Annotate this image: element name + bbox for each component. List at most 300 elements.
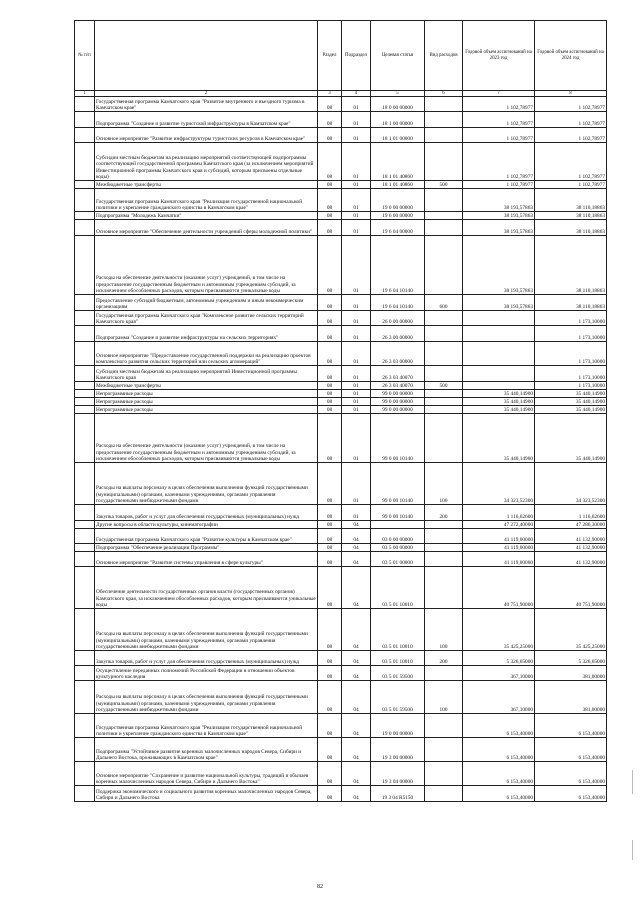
table-cell: 38 193,57863 <box>463 189 535 212</box>
table-cell <box>425 342 463 366</box>
table-cell <box>425 97 463 112</box>
table-cell: 01 <box>342 382 371 390</box>
table-cell <box>75 529 95 544</box>
header-cell: Годовой объем ассигнований на 2023 год <box>463 21 535 91</box>
table-cell: 99 0 00 00000 <box>371 398 425 406</box>
table-cell: 41 132,90000 <box>535 552 607 567</box>
table-cell <box>371 521 425 529</box>
table-cell: 04 <box>342 762 371 786</box>
table-cell <box>425 406 463 414</box>
table-cell: 35 440,14900 <box>463 390 535 398</box>
table-cell <box>425 521 463 529</box>
table-row <box>75 212 607 220</box>
table-cell: 04 <box>342 714 371 738</box>
table-cell: 100 <box>425 609 463 651</box>
table-cell: 08 <box>318 651 342 666</box>
table-row <box>75 295 607 311</box>
table-cell <box>75 398 95 406</box>
table-cell: 18 1 01 40860 <box>371 181 425 189</box>
table-cell: 08 <box>318 390 342 398</box>
table-cell: Поддержка экономического и социального развития коренных малочисленных народов Севера, Сибири и Дальнего Востока <box>95 786 318 802</box>
table-cell: 04 <box>342 666 371 681</box>
table-cell: 40 751,90000 <box>463 567 535 609</box>
table-row <box>75 342 607 366</box>
table-cell: 1 102,78977 <box>463 112 535 128</box>
table-cell <box>75 366 95 382</box>
table-cell <box>75 97 95 112</box>
table-row <box>75 220 607 236</box>
table-cell: Основное мероприятие "Развитие системы управления в сфере культуры" <box>95 552 318 567</box>
table-cell: 600 <box>425 295 463 311</box>
table-cell: 08 <box>318 112 342 128</box>
table-row <box>75 738 607 762</box>
table-cell: Другие вопросы в области культуры, кинематографии <box>95 521 318 529</box>
table-cell <box>463 326 535 342</box>
table-cell: 08 <box>318 366 342 382</box>
table-cell: 08 <box>318 552 342 567</box>
table-cell: 19 6 04 00000 <box>371 220 425 236</box>
table-cell: 19 6 04 10140 <box>371 236 425 295</box>
table-cell <box>425 666 463 681</box>
table-cell: 19 3 04 R5150 <box>371 786 425 802</box>
table-cell: Субсидии местным бюджетам на реализацию мероприятий Инвестиционной программы Камчатского края <box>95 366 318 382</box>
table-cell: 08 <box>318 406 342 414</box>
table-cell <box>75 295 95 311</box>
table-row <box>75 414 607 463</box>
table-cell: 35 440,14900 <box>535 406 607 414</box>
table-row <box>75 463 607 505</box>
table-cell: Подпрограмма "Создание и развитие туристской инфраструктуры в Камчатском крае" <box>95 112 318 128</box>
table-cell: 08 <box>318 714 342 738</box>
table-cell: Предоставление субсидий бюджетным, автономным учреждениям и иным некоммерческим организациям <box>95 295 318 311</box>
table-row <box>75 143 607 181</box>
table-cell <box>425 189 463 212</box>
table-cell: 04 <box>342 529 371 544</box>
table-cell <box>75 311 95 326</box>
table-cell: 19 6 00 00000 <box>371 212 425 220</box>
column-number: 2 <box>95 91 318 97</box>
table-cell: 38 110,18863 <box>535 212 607 220</box>
table-cell: Расходы на обеспечение деятельности (оказание услуг) учреждений, в том числе на предоставление государственным бюджетным и автономным учреждениям субсидий, за исключением обособленных расходов, которым присваиваются уникальные коды <box>95 236 318 295</box>
table-row <box>75 326 607 342</box>
table-cell <box>425 366 463 382</box>
table-cell: 1 102,78977 <box>535 143 607 181</box>
table-cell: 26 3 03 00000 <box>371 342 425 366</box>
table-cell: 18 0 00 00000 <box>371 97 425 112</box>
table-cell: 1 102,78977 <box>463 181 535 189</box>
table-cell: 03 5 01 10010 <box>371 651 425 666</box>
table-cell: 08 <box>318 505 342 521</box>
table-cell <box>75 505 95 521</box>
table-cell: 04 <box>342 681 371 714</box>
table-cell: 08 <box>318 220 342 236</box>
table-cell: 08 <box>318 666 342 681</box>
column-number: 3 <box>318 91 342 97</box>
table-cell: 01 <box>342 398 371 406</box>
table-cell: 01 <box>342 128 371 143</box>
table-row <box>75 406 607 414</box>
table-cell: 03 5 00 00000 <box>371 544 425 552</box>
table-cell <box>75 143 95 181</box>
table-cell <box>75 326 95 342</box>
table-row <box>75 609 607 651</box>
scan-edge-mark <box>632 840 633 860</box>
table-cell: 40 751,90000 <box>535 567 607 609</box>
table-cell: Осуществление переданных полномочий Российской Федерации в отношении объектов культурного наследия <box>95 666 318 681</box>
table-cell: Непрограммные расходы <box>95 398 318 406</box>
header-cell: № п/п <box>75 21 95 91</box>
table-cell: 19 3 00 00000 <box>371 738 425 762</box>
table-cell: 367,10000 <box>463 666 535 681</box>
table-cell: Расходы на выплаты персоналу в целях обеспечения выполнения функций государственными (муниципальными) органами, казенными учреждениями, органами управления государственными внебюджетными фондами <box>95 681 318 714</box>
table-cell: 08 <box>318 529 342 544</box>
table-cell: 08 <box>318 342 342 366</box>
table-cell: 35 440,14900 <box>463 406 535 414</box>
table-cell: 1 173,10000 <box>535 311 607 326</box>
table-cell: 08 <box>318 97 342 112</box>
table-cell <box>75 738 95 762</box>
table-cell: 47 286,30000 <box>535 521 607 529</box>
table-cell: Расходы на выплаты персоналу в целях обеспечения выполнения функций государственными (муниципальными) органами, казенными учреждениями, органами управления государственными внебюджетными фондами <box>95 463 318 505</box>
table-cell <box>425 311 463 326</box>
table-cell: Государственная программа Камчатского края "Развитие внутреннего и въездного туризма в Камчатском крае" <box>95 97 318 112</box>
table-cell: Подпрограмма "Устойчивое развитие коренных малочисленных народов Севера, Сибири и Дальнего Востока, проживающих в Камчатском крае" <box>95 738 318 762</box>
table-cell: 99 0 00 10140 <box>371 414 425 463</box>
table-cell: Подпрограмма "Создание и развитие инфраструктуры на сельских территориях" <box>95 326 318 342</box>
table-cell: 03 5 01 10010 <box>371 609 425 651</box>
table-cell: 04 <box>342 521 371 529</box>
table-row <box>75 505 607 521</box>
table-cell: 04 <box>342 567 371 609</box>
table-cell: 6 153,40000 <box>535 714 607 738</box>
table-cell <box>75 552 95 567</box>
table-cell: 38 110,18863 <box>535 189 607 212</box>
table-cell: 6 153,40000 <box>463 762 535 786</box>
table-cell: 04 <box>342 609 371 651</box>
table-cell: 1 102,78977 <box>463 97 535 112</box>
table-row <box>75 181 607 189</box>
table-cell: Основное мероприятие "Предоставление государственной поддержки на реализацию проектов комплексного развития сельских территорий или сельских агломераций" <box>95 342 318 366</box>
table-cell: 01 <box>342 326 371 342</box>
table-cell <box>75 521 95 529</box>
table-cell: 41 132,90000 <box>535 544 607 552</box>
table-cell <box>425 220 463 236</box>
table-cell: 26 3 00 00000 <box>371 326 425 342</box>
table-body <box>75 97 607 802</box>
table-cell: 08 <box>318 326 342 342</box>
table-cell: 01 <box>342 181 371 189</box>
budget-table-sheet <box>74 20 606 802</box>
table-cell: 38 110,18863 <box>535 236 607 295</box>
table-cell: 6 153,40000 <box>535 738 607 762</box>
table-row <box>75 398 607 406</box>
table-cell <box>425 390 463 398</box>
table-cell: 381,00000 <box>535 681 607 714</box>
table-cell: 01 <box>342 112 371 128</box>
table-cell: 5 326,65000 <box>463 651 535 666</box>
column-number: 4 <box>342 91 371 97</box>
table-cell: Подпрограмма "Обеспечение реализации Программы" <box>95 544 318 552</box>
table-cell <box>75 212 95 220</box>
table-cell: 03 5 01 59500 <box>371 666 425 681</box>
table-cell: 38 110,18863 <box>535 295 607 311</box>
table-cell: 04 <box>342 651 371 666</box>
table-cell: 08 <box>318 786 342 802</box>
table-cell <box>425 112 463 128</box>
table-cell <box>463 382 535 390</box>
table-cell: 1 102,78977 <box>535 128 607 143</box>
table-cell: 08 <box>318 143 342 181</box>
table-cell: Основное мероприятие "Обеспечение деятельности учреждений сферы молодежной политики" <box>95 220 318 236</box>
table-cell: 01 <box>342 189 371 212</box>
table-cell: 08 <box>318 414 342 463</box>
table-cell: 01 <box>342 342 371 366</box>
table-cell: 47 272,40000 <box>463 521 535 529</box>
table-cell: 01 <box>342 390 371 398</box>
column-number: 8 <box>535 91 607 97</box>
table-cell: 18 1 01 40860 <box>371 143 425 181</box>
table-cell: 08 <box>318 128 342 143</box>
page-number: 82 <box>317 884 323 890</box>
table-cell: 1 102,78977 <box>463 143 535 181</box>
table-cell: 38 193,57863 <box>463 220 535 236</box>
table-cell <box>425 128 463 143</box>
table-cell: Межбюджетные трансферты <box>95 181 318 189</box>
header-cell: Вид расходов <box>425 21 463 91</box>
table-cell: 38 193,57863 <box>463 295 535 311</box>
table-cell: 19 0 00 00000 <box>371 189 425 212</box>
table-cell: 01 <box>342 143 371 181</box>
table-cell: Закупка товаров, работ и услуг для обеспечения государственных (муниципальных) нужд <box>95 651 318 666</box>
table-cell <box>425 714 463 738</box>
table-cell: Межбюджетные трансферты <box>95 382 318 390</box>
table-cell: 26 0 00 00000 <box>371 311 425 326</box>
table-cell: 41 119,00000 <box>463 544 535 552</box>
table-cell: 500 <box>425 181 463 189</box>
table-cell <box>75 236 95 295</box>
table-cell <box>75 567 95 609</box>
table-cell: 99 0 00 10140 <box>371 505 425 521</box>
table-cell: 1 102,78977 <box>535 181 607 189</box>
table-cell: Расходы на выплаты персоналу в целях обеспечения выполнения функций государственными (муниципальными) органами, казенными учреждениями, органами управления государственными внебюджетными фондами <box>95 609 318 651</box>
table-cell: 01 <box>342 97 371 112</box>
table-cell: Государственная программа Камчатского края "Комплексное развитие сельских территорий Камчатского края" <box>95 311 318 326</box>
table-row <box>75 97 607 112</box>
table-cell: 08 <box>318 189 342 212</box>
table-row <box>75 786 607 802</box>
table-cell <box>425 143 463 181</box>
table-cell: 08 <box>318 738 342 762</box>
table-cell <box>75 651 95 666</box>
table-cell <box>75 390 95 398</box>
table-cell: 500 <box>425 382 463 390</box>
table-cell <box>75 666 95 681</box>
table-cell <box>75 342 95 366</box>
table-cell <box>425 236 463 295</box>
table-cell: 38 193,57863 <box>463 236 535 295</box>
table-cell: 35 440,14900 <box>463 398 535 406</box>
table-cell: 1 102,78977 <box>535 97 607 112</box>
table-cell: 6 153,40000 <box>463 786 535 802</box>
header-row <box>75 21 607 91</box>
table-cell: 01 <box>342 212 371 220</box>
table-cell <box>425 552 463 567</box>
table-cell: 03 5 01 10010 <box>371 567 425 609</box>
table-cell: 08 <box>318 762 342 786</box>
header-cell <box>95 21 318 91</box>
table-cell: 1 173,10000 <box>535 382 607 390</box>
table-cell: 08 <box>318 236 342 295</box>
table-cell <box>75 681 95 714</box>
table-cell: 6 153,40000 <box>463 738 535 762</box>
table-cell <box>75 220 95 236</box>
table-cell: 5 326,65000 <box>535 651 607 666</box>
table-cell: 6 153,40000 <box>535 786 607 802</box>
header-cell: Целевая статья <box>371 21 425 91</box>
table-cell: 08 <box>318 609 342 651</box>
table-cell: 01 <box>342 220 371 236</box>
table-cell <box>425 738 463 762</box>
table-cell <box>75 112 95 128</box>
table-cell: 381,00000 <box>535 666 607 681</box>
table-cell: 38 110,18863 <box>535 220 607 236</box>
table-row <box>75 714 607 738</box>
table-cell: 04 <box>342 738 371 762</box>
table-row <box>75 666 607 681</box>
table-cell: Субсидии местным бюджетам на реализацию мероприятий соответствующей подпрограммы соответствующей государственной программы Камчатского края (за исключением мероприятий Инвестиционной программы Камчатского края и субсидий, которым присвоены отдельные коды) <box>95 143 318 181</box>
table-row <box>75 651 607 666</box>
table-cell <box>75 414 95 463</box>
column-number: 5 <box>371 91 425 97</box>
table-cell: 03 5 01 59500 <box>371 681 425 714</box>
table-cell: Закупка товаров, работ и услуг для обеспечения государственных (муниципальных) нужд <box>95 505 318 521</box>
table-cell: 08 <box>318 463 342 505</box>
table-cell <box>75 406 95 414</box>
table-cell: 01 <box>342 505 371 521</box>
table-cell: 35 440,14900 <box>463 414 535 463</box>
table-cell: 01 <box>342 463 371 505</box>
table-cell: 08 <box>318 212 342 220</box>
table-cell: 01 <box>342 295 371 311</box>
table-cell: 26 3 03 40070 <box>371 366 425 382</box>
table-cell: 08 <box>318 681 342 714</box>
table-cell: 1 102,78977 <box>463 128 535 143</box>
table-cell: 1 173,10000 <box>535 342 607 366</box>
column-number: 7 <box>463 91 535 97</box>
table-cell <box>75 609 95 651</box>
table-cell: 19 3 04 00000 <box>371 762 425 786</box>
table-cell <box>75 382 95 390</box>
header-cell: Годовой объем ассигнований на 2024 год <box>535 21 607 91</box>
table-cell: 367,10000 <box>463 681 535 714</box>
table-cell <box>425 398 463 406</box>
table-cell: 34 323,52300 <box>463 463 535 505</box>
table-cell <box>75 786 95 802</box>
table-cell: 41 119,00000 <box>463 552 535 567</box>
table-cell <box>425 762 463 786</box>
table-cell <box>75 189 95 212</box>
column-number: 1 <box>75 91 95 97</box>
scan-edge-mark <box>632 770 633 794</box>
table-cell: 200 <box>425 651 463 666</box>
table-cell: 99 0 00 10140 <box>371 463 425 505</box>
table-row <box>75 521 607 529</box>
header-cell: Подраздел <box>342 21 371 91</box>
table-cell: Государственная программа Камчатского края "Реализация государственной национальной политики и укрепление гражданского единства в Камчатском крае" <box>95 714 318 738</box>
table-cell: 01 <box>342 236 371 295</box>
table-row <box>75 112 607 128</box>
table-cell <box>75 181 95 189</box>
table-row <box>75 311 607 326</box>
table-cell: 1 173,10000 <box>535 326 607 342</box>
table-cell: 1 173,10000 <box>535 366 607 382</box>
table-cell: Непрограммные расходы <box>95 390 318 398</box>
table-cell: 04 <box>342 544 371 552</box>
column-number: 6 <box>425 91 463 97</box>
table-row <box>75 236 607 295</box>
table-cell: 08 <box>318 295 342 311</box>
table-cell: 19 6 04 10140 <box>371 295 425 311</box>
table-row <box>75 544 607 552</box>
table-cell <box>463 366 535 382</box>
table-cell: 35 440,14900 <box>535 398 607 406</box>
table-row <box>75 382 607 390</box>
table-row <box>75 552 607 567</box>
table-cell: Государственная программа Камчатского края "Реализация государственной национальной политики и укрепление гражданского единства в Камчатском крае" <box>95 189 318 212</box>
table-cell: 08 <box>318 567 342 609</box>
table-cell: 99 0 00 00000 <box>371 390 425 398</box>
table-cell: 08 <box>318 382 342 390</box>
table-cell <box>425 567 463 609</box>
table-cell: 03 5 01 00000 <box>371 552 425 567</box>
table-cell: Подпрограмма "Молодежь Камчатки" <box>95 212 318 220</box>
table-cell <box>425 529 463 544</box>
table-cell <box>425 326 463 342</box>
table-cell: 01 <box>342 406 371 414</box>
table-cell: 08 <box>318 521 342 529</box>
table-cell <box>463 342 535 366</box>
table-cell: 41 132,90000 <box>535 529 607 544</box>
table-cell: 38 193,57863 <box>463 212 535 220</box>
table-row <box>75 128 607 143</box>
table-cell <box>75 128 95 143</box>
table-cell: Основное мероприятие "Сохранение и развитие национальной культуры, традиций и обычаев коренных малочисленных народов Севера, Сибири и Дальнего Востока" <box>95 762 318 786</box>
table-cell <box>75 544 95 552</box>
table-cell: 100 <box>425 681 463 714</box>
table-cell: 200 <box>425 505 463 521</box>
table-row <box>75 366 607 382</box>
table-cell: 26 3 03 40070 <box>371 382 425 390</box>
table-cell: 08 <box>318 544 342 552</box>
table-cell: 19 0 00 00000 <box>371 714 425 738</box>
table-cell: 18 1 00 00000 <box>371 112 425 128</box>
table-cell: 34 323,52300 <box>535 463 607 505</box>
table-cell: 1 116,62600 <box>463 505 535 521</box>
header-cell: Раздел <box>318 21 342 91</box>
table-cell <box>75 714 95 738</box>
table-cell: 35 440,14900 <box>535 390 607 398</box>
table-cell <box>425 414 463 463</box>
table-cell: 08 <box>318 398 342 406</box>
table-cell: 18 1 01 00000 <box>371 128 425 143</box>
table-row <box>75 567 607 609</box>
table-cell: 04 <box>342 786 371 802</box>
table-cell: 99 0 00 00000 <box>371 406 425 414</box>
table-cell: 1 116,62600 <box>535 505 607 521</box>
table-cell: Основное мероприятие "Развитие инфраструктуры туристских ресурсов в Камчатском крае" <box>95 128 318 143</box>
table-cell <box>425 212 463 220</box>
table-cell: 35 425,25000 <box>463 609 535 651</box>
